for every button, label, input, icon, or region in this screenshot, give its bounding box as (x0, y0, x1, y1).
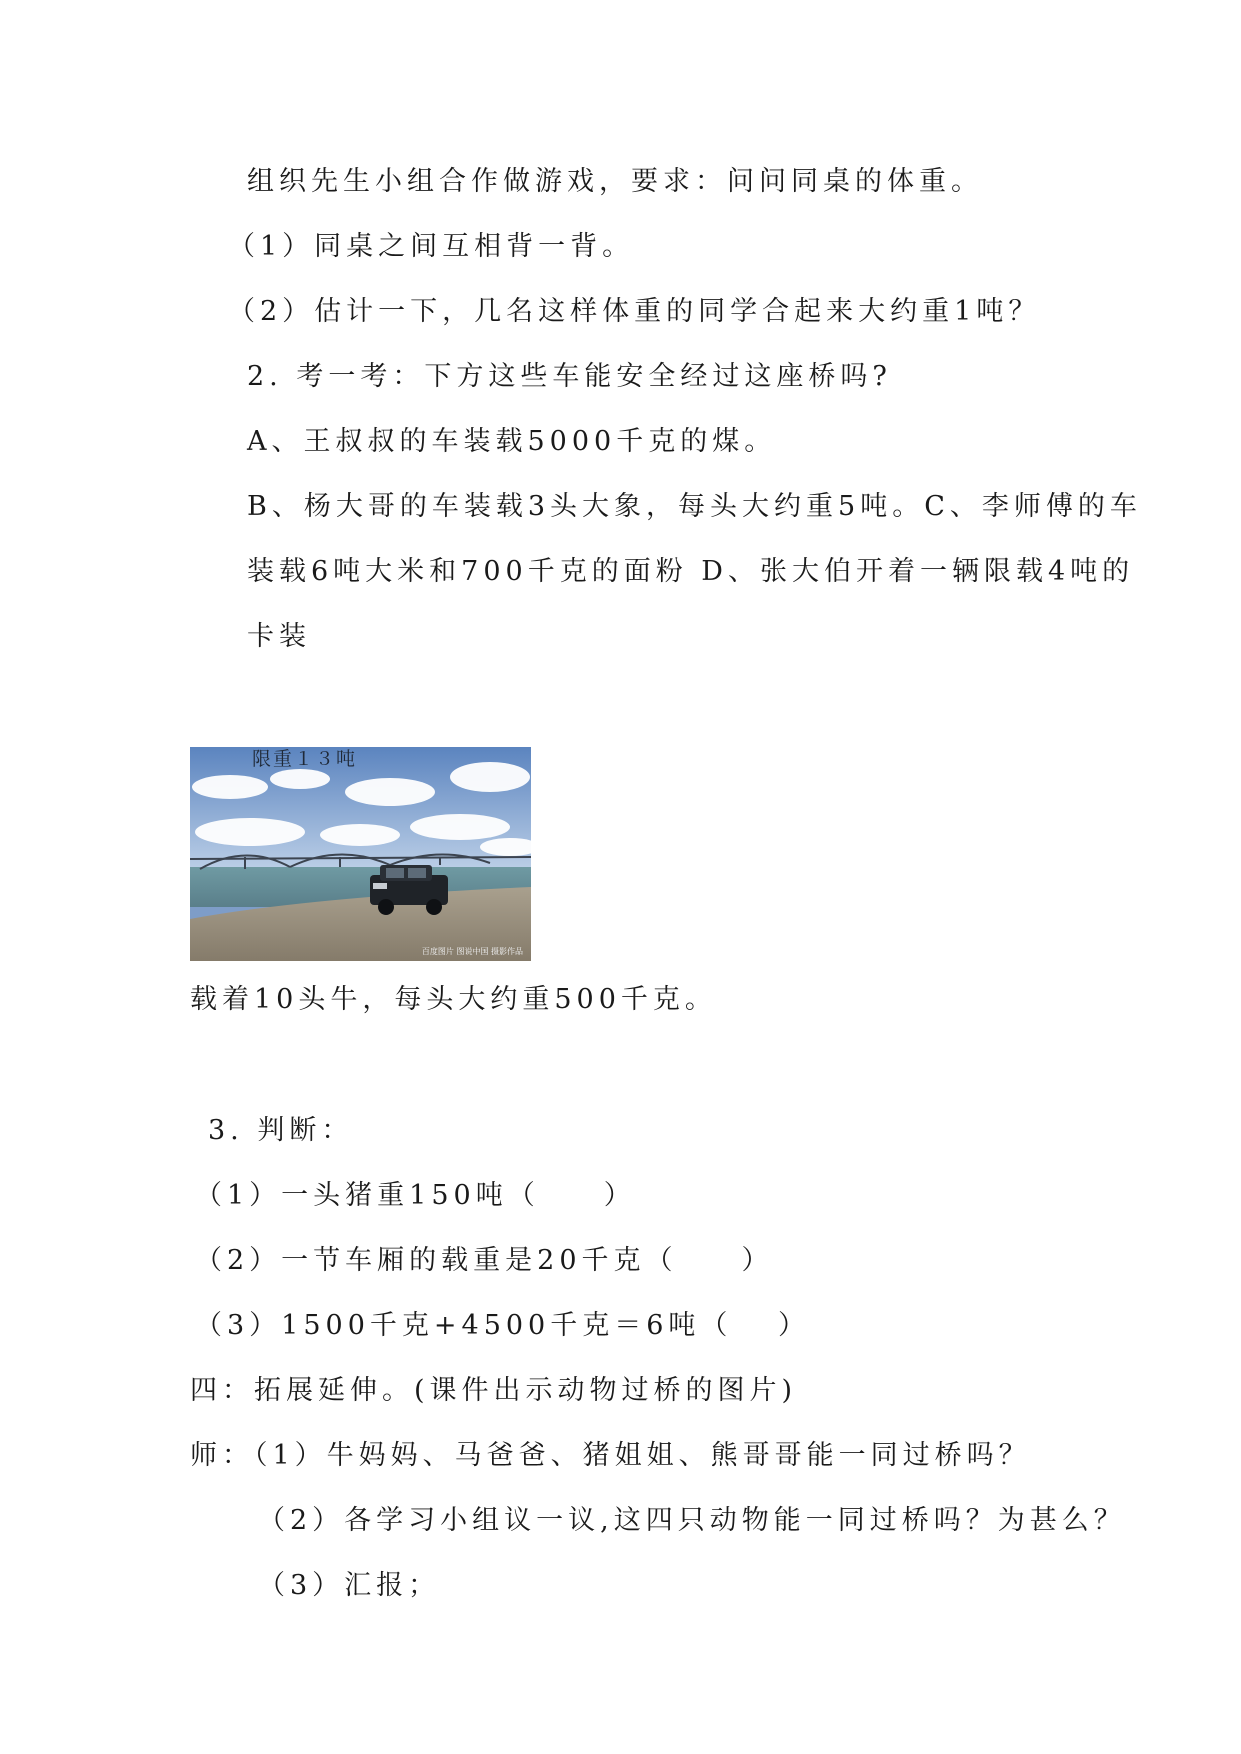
judge-item-2: （2）一节车厢的载重是20千克（ ） (195, 1245, 774, 1276)
section-4-heading: 四：拓展延伸。(课件出示动物过桥的图片) (190, 1375, 798, 1406)
option-d-continued-line: 卡装 (247, 621, 311, 652)
teacher-question-2: （2）各学习小组议一议,这四只动物能一同过桥吗？为甚么？ (258, 1505, 1126, 1536)
option-c-d-line: 装载6吨大米和700千克的面粉 D、张大伯开着一辆限载4吨的 (247, 556, 1135, 587)
teacher-question-1: 师：（1）牛妈妈、马爸爸、猪姐姐、熊哥哥能一同过桥吗？ (190, 1440, 1031, 1471)
judge-item-1: （1）一头猪重150吨（ ） (195, 1180, 636, 1211)
question-3-heading: 3. 判断： (208, 1115, 354, 1146)
teacher-question-3: （3）汇报； (258, 1570, 441, 1601)
question-2-heading: 2. 考一考：下方这些车能安全经过这座桥吗? (247, 361, 892, 392)
option-b-c-line: B、杨大哥的车装载3头大象，每头大约重5吨。C、李师傅的车 (247, 491, 1142, 522)
option-d-end-line: 载着10头牛，每头大约重500千克。 (190, 984, 717, 1015)
bridge-photo (190, 747, 531, 961)
judge-item-3: （3）1500千克+4500千克＝6吨（ ） (195, 1310, 810, 1341)
step-1-line: （1）同桌之间互相背一背。 (228, 231, 635, 262)
weight-limit-caption: 限重１３吨 (252, 748, 358, 770)
option-a-line: A、王叔叔的车装载5000千克的煤。 (247, 426, 777, 457)
step-2-line: （2）估计一下，几名这样体重的同学合起来大约重1吨？ (228, 296, 1041, 327)
photo-watermark: 百度图片 图说中国 摄影作品 (421, 947, 523, 956)
instruction-line: 组织先生小组合作做游戏，要求：问问同桌的体重。 (247, 166, 983, 197)
bridge-car-image (190, 747, 531, 961)
